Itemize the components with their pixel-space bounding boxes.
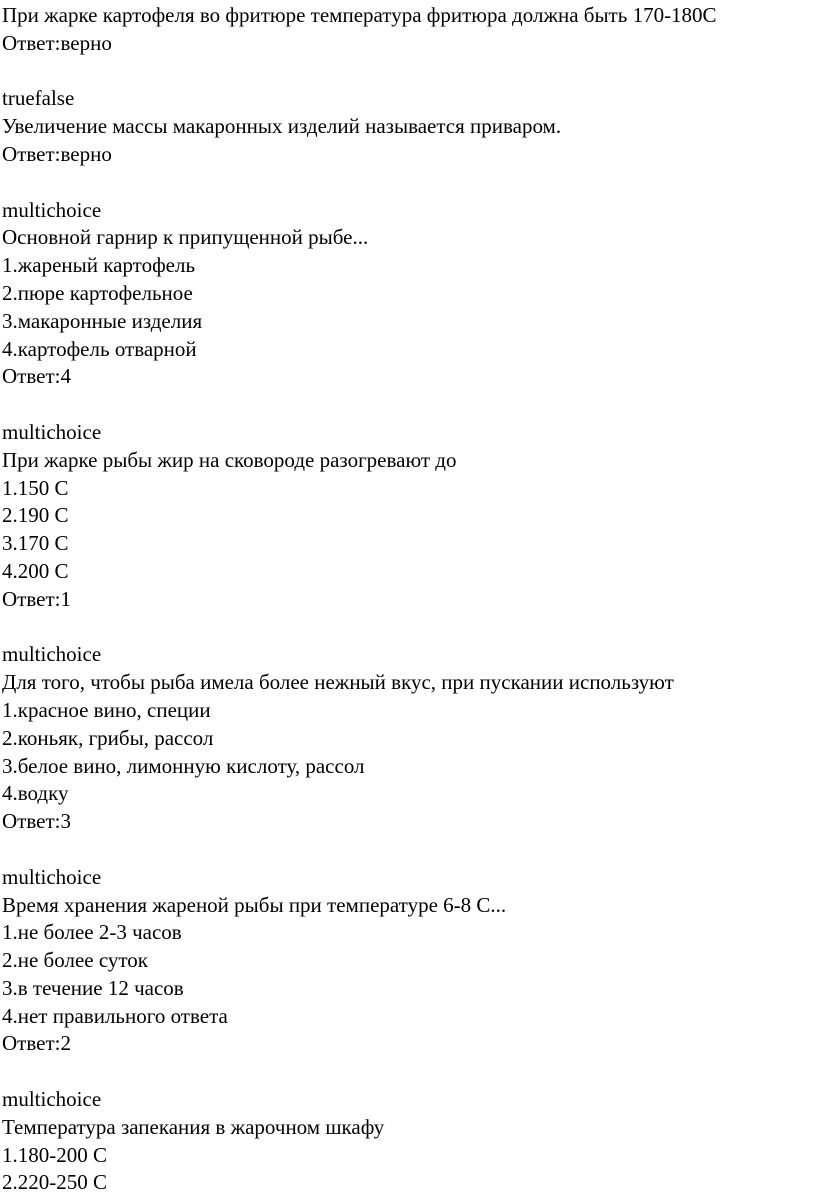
answer-option: 3.белое вино, лимонную кислоту, рассол [2,753,365,778]
answer-option: 4.картофель отварной [2,336,197,361]
correct-answer: Ответ:2 [2,1031,71,1056]
answer-option: 1.150 С [2,475,69,500]
question-block [2,1058,816,1197]
answer-option: 3.в течение 12 часов [2,975,184,1000]
question-block [2,169,816,391]
answer-option: 1.180-200 С [2,1142,107,1167]
question-type: truefalse [2,86,75,111]
answer-option: 3.170 С [2,531,69,556]
question-text: Основной гарнир к припущенной рыбе... [2,225,369,250]
question-block [2,58,816,169]
question-text: Для того, чтобы рыба имела более нежный вкус, при пускании используют [2,670,674,695]
answer-option: 4.водку [2,781,69,806]
question-type: multichoice [2,1087,102,1112]
question-type: multichoice [2,419,102,444]
question-text: Время хранения жареной рыбы при температуре 6-8 С... [2,892,507,917]
correct-answer: Ответ:верно [2,30,112,55]
answer-option: 2.коньяк, грибы, рассол [2,725,214,750]
answer-option: 4.нет правильного ответа [2,1003,228,1028]
question-block [2,2,816,58]
blank-line [2,391,816,419]
answer-option: 4.200 С [2,558,69,583]
answer-option: 2.пюре картофельное [2,280,193,305]
question-text: При жарке картофеля во фритюре температура фритюра должна быть 170-180С [2,3,717,27]
answer-option: 1.красное вино, специи [2,697,211,722]
question-block [2,391,816,613]
question-block [2,614,816,836]
answer-option: 3.макаронные изделия [2,308,203,333]
question-text: Увеличение массы макаронных изделий называется приваром. [2,114,562,139]
correct-answer: Ответ:1 [2,586,71,611]
blank-line [2,58,816,86]
question-type: multichoice [2,197,102,222]
blank-line [2,836,816,864]
question-block [2,836,816,1058]
question-type: multichoice [2,642,102,667]
blank-line [2,614,816,642]
correct-answer: Ответ:3 [2,809,71,834]
correct-answer: Ответ:верно [2,141,112,166]
blank-line [2,1058,816,1086]
answer-option: 2.220-250 С [2,1170,107,1195]
question-type: multichoice [2,864,102,889]
blank-line [2,169,816,197]
answer-option: 1.жареный картофель [2,253,196,278]
answer-option: 1.не более 2-3 часов [2,920,182,945]
question-text: Температура запекания в жарочном шкафу [2,1114,385,1139]
question-text: При жарке рыбы жир на сковороде разогревают до [2,447,457,472]
answer-option: 2.не более суток [2,948,148,973]
answer-option: 2.190 С [2,503,69,528]
correct-answer: Ответ:4 [2,364,71,389]
